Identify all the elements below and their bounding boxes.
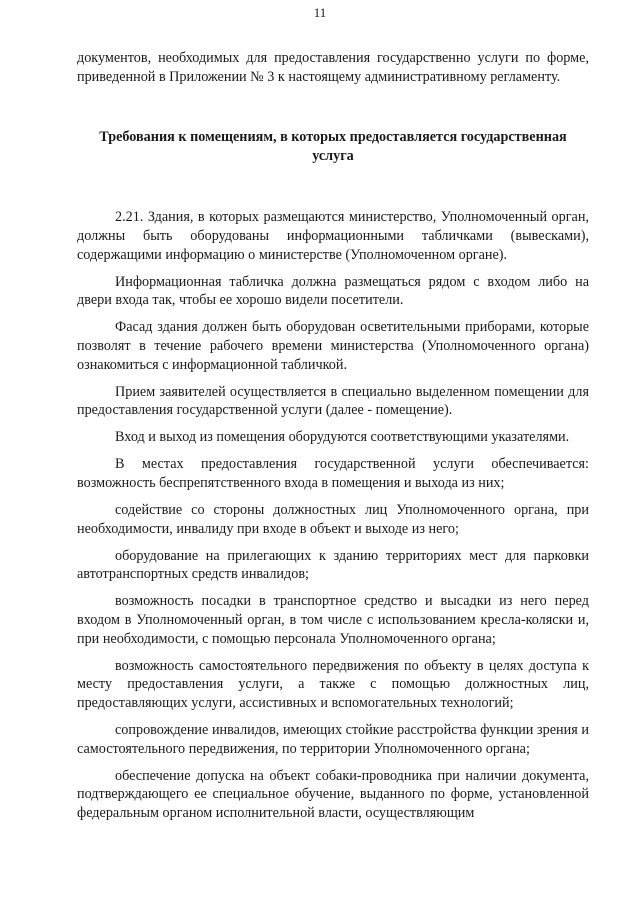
paragraph-entrance-exit: Вход и выход из помещения оборудуются соответствующими указателями. xyxy=(115,429,570,446)
paragraph-parking: оборудование на прилегающих к зданию территориях мест для парковки автотранспортных средств инвалидов; xyxy=(77,547,589,583)
paragraph-reception: Прием заявителей осуществляется в специально выделенном помещении для предоставления государственной услуги (далее - помещение). xyxy=(77,383,589,419)
paragraph-movement: возможность самостоятельного передвижения по объекту в целях доступа к месту предоставления услуги, а также с помощью должностных лиц, предоставляющих услуги, ассистивных и вспомогательных технологий; xyxy=(77,657,589,711)
paragraph-escort: сопровождение инвалидов, имеющих стойкие расстройства функции зрения и самостоятельного передвижения, по территории Уполномоченного органа; xyxy=(77,722,589,757)
document-body xyxy=(77,49,589,831)
page-number: 11 xyxy=(313,5,327,20)
paragraph-assistance: содействие со стороны должностных лиц Уполномоченного органа, при необходимости, инвалиду при входе в объект и выходе из него; xyxy=(77,502,589,537)
paragraph-2-21: 2.21. Здания, в которых размещаются министерство, Уполномоченный орган, должны быть оборудованы информационными табличками (вывесками), содержащими информацию о министерстве (Уполномоченном органе). xyxy=(77,209,589,263)
section-heading: Требования к помещениям, в которых предоставляется государственная услуга xyxy=(99,129,567,164)
intro-paragraph: документов, необходимых для предоставления государственно услуги по форме, приведенной в Приложении № 3 к настоящему административному регламенту. xyxy=(77,50,589,85)
paragraph-service-places: В местах предоставления государственной услуги обеспечивается: возможность беспрепятственного входа в помещения и выхода из них; xyxy=(77,456,589,491)
paragraph-transport: возможность посадки в транспортное средство и высадки из него перед входом в Уполномоченный орган, в том числе с использованием кресла-коляски и, при необходимости, с помощью персонала Уполномоченного органа; xyxy=(77,593,589,647)
paragraph-facade: Фасад здания должен быть оборудован осветительными приборами, которые позволят в течение рабочего времени министерства (Уполномоченного органа) ознакомиться с информационной табличкой. xyxy=(77,319,589,373)
paragraph-info-sign: Информационная табличка должна размещаться рядом с входом либо на двери входа так, чтобы ее хорошо видели посетители. xyxy=(77,273,589,309)
paragraph-guide-dog: обеспечение допуска на объект собаки-проводника при наличии документа, подтверждающего ее специальное обучение, выданного по форме, установленной федеральным органом исполнительной власти, осуществляющим xyxy=(77,767,589,821)
